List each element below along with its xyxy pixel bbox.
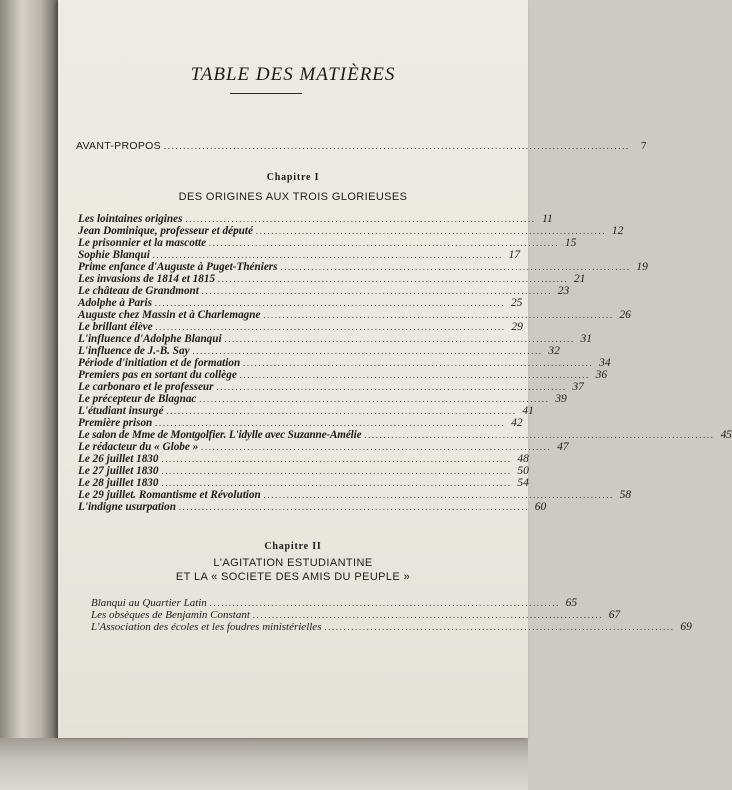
toc-entry xyxy=(78,225,624,237)
entry-label: Blanqui au Quartier Latin xyxy=(91,597,207,609)
entry-label: Le 26 juillet 1830 xyxy=(78,453,159,465)
entry-label: Adolphe à Paris xyxy=(78,297,152,309)
entry-page: 15 xyxy=(564,237,577,249)
dot-leader: ........................................................................................... xyxy=(201,286,553,296)
entry-page: 19 xyxy=(636,261,648,273)
dot-leader: ........................................................................................... xyxy=(364,430,715,440)
dot-leader: ........................................................................................... xyxy=(243,358,594,368)
dot-leader: ........................................................................................... xyxy=(166,406,517,416)
dot-leader: ......................................................................................................................... xyxy=(163,141,630,151)
toc-entry xyxy=(78,381,584,393)
chapter-1-label: Chapitre I xyxy=(266,172,320,183)
entry-page: 25 xyxy=(510,297,523,309)
toc-entry xyxy=(78,333,592,345)
entry-label: L'influence de J.-B. Say xyxy=(78,345,190,357)
entry-page: 39 xyxy=(555,393,567,405)
dot-leader: ........................................................................................... xyxy=(280,262,631,272)
entry-label: Prime enfance d'Auguste à Puget-Théniers xyxy=(78,261,278,273)
entry-label: Le brillant élève xyxy=(78,321,153,333)
toc-entry xyxy=(78,465,529,477)
entry-page: 11 xyxy=(542,213,553,225)
foreword-label: AVANT-PROPOS xyxy=(76,140,161,152)
chapter-2-label: Chapitre II xyxy=(264,541,322,552)
toc-entry xyxy=(78,273,586,285)
entry-label: Sophie Blanqui xyxy=(78,249,150,261)
entry-label: Les obsèques de Benjamin Constant xyxy=(91,609,250,621)
toc-entry xyxy=(78,477,529,489)
entry-page: 67 xyxy=(608,609,621,621)
entry-page: 48 xyxy=(517,453,529,465)
toc-entry xyxy=(91,597,578,609)
toc-entry xyxy=(78,213,553,225)
dot-leader: ........................................................................................... xyxy=(161,454,512,464)
toc-entry xyxy=(78,369,608,381)
entry-page: 34 xyxy=(599,357,611,369)
dot-leader: ........................................................................................... xyxy=(178,502,530,512)
toc-entry xyxy=(78,345,560,357)
toc-entry xyxy=(91,609,621,621)
entry-label: Période d'initiation et de formation xyxy=(78,357,241,369)
entry-page: 47 xyxy=(557,441,569,453)
toc-entry xyxy=(78,429,732,441)
toc-entry xyxy=(78,249,521,261)
entry-label: Le 28 juillet 1830 xyxy=(78,477,159,489)
entry-page: 26 xyxy=(619,309,631,321)
entry-label: L'influence d'Adolphe Blanqui xyxy=(78,333,222,345)
toc-entry xyxy=(78,453,529,465)
toc-entry xyxy=(78,261,648,273)
dot-leader: ........................................................................................... xyxy=(161,478,512,488)
toc-entry xyxy=(78,285,570,297)
entry-page: 12 xyxy=(611,225,624,237)
toc-entry xyxy=(78,297,523,309)
entry-label: Le précepteur de Blagnac xyxy=(78,393,197,405)
toc-entry xyxy=(78,321,523,333)
entry-label: Le rédacteur du « Globe » xyxy=(78,441,199,453)
dot-leader: ........................................................................................... xyxy=(161,466,512,476)
entry-label: Premiers pas en sortant du collège xyxy=(78,369,237,381)
chapter-2-title-line-2: ET LA « SOCIETE DES AMIS DU PEUPLE » xyxy=(175,571,411,583)
dot-leader: ........................................................................................... xyxy=(154,298,506,308)
entry-page: 37 xyxy=(572,381,584,393)
entry-label: Le prisonnier et la mascotte xyxy=(78,237,207,249)
dot-leader: ........................................................................................... xyxy=(252,610,604,620)
entry-page: 32 xyxy=(548,345,560,357)
toc-entry xyxy=(78,441,569,453)
dot-leader: ........................................................................................... xyxy=(192,346,543,356)
toc-entry xyxy=(91,621,692,633)
entry-label: Le 27 juillet 1830 xyxy=(78,465,159,477)
entry-label: Le château de Grandmont xyxy=(78,285,199,297)
entry-label: Le 29 juillet. Romantisme et Révolution xyxy=(78,489,261,501)
dot-leader: ........................................................................................... xyxy=(152,250,504,260)
entry-label: Auguste chez Massin et à Charlemagne xyxy=(78,309,261,321)
dot-leader: ........................................................................................... xyxy=(216,382,567,392)
page-title: TABLE DES MATIÈRES xyxy=(190,64,396,85)
entry-page: 41 xyxy=(522,405,534,417)
dot-leader: ........................................................................................... xyxy=(155,322,506,332)
toc-entry xyxy=(78,405,534,417)
toc-entry xyxy=(78,393,567,405)
toc-entry xyxy=(78,489,632,501)
book-spine-shadow xyxy=(0,0,58,790)
entry-label: L'indigne usurpation xyxy=(78,501,176,513)
toc-entry xyxy=(78,357,611,369)
dot-leader: ........................................................................................... xyxy=(155,418,506,428)
entry-label: Les invasions de 1814 et 1815 xyxy=(78,273,216,285)
dot-leader: ........................................................................................... xyxy=(255,226,607,236)
entry-page: 21 xyxy=(573,273,586,285)
dot-leader: ........................................................................................... xyxy=(324,622,675,632)
entry-page: 42 xyxy=(511,417,523,429)
entry-page: 58 xyxy=(619,489,632,501)
dot-leader: ........................................................................................... xyxy=(224,334,575,344)
dot-leader: ........................................................................................... xyxy=(218,274,569,284)
entry-label: Les lointaines origines xyxy=(78,213,183,225)
entry-page: 69 xyxy=(680,621,692,633)
entry-label: Jean Dominique, professeur et député xyxy=(78,225,253,237)
entry-label: Première prison xyxy=(78,417,153,429)
entry-page: 45 xyxy=(720,429,732,441)
entry-page: 36 xyxy=(595,369,608,381)
entry-label: L'étudiant insurgé xyxy=(78,405,164,417)
book-page xyxy=(58,0,732,738)
foreword-page: 7 xyxy=(640,140,647,152)
dot-leader: ........................................................................................... xyxy=(263,310,614,320)
title-underline xyxy=(230,93,302,94)
toc-entry xyxy=(78,237,577,249)
entry-page: 50 xyxy=(517,465,529,477)
toc-entry xyxy=(78,309,631,321)
entry-label: Le carbonaro et le professeur xyxy=(78,381,214,393)
dot-leader: ........................................................................................... xyxy=(199,394,550,404)
entry-page: 23 xyxy=(557,285,570,297)
entry-label: Le salon de Mme de Montgolfier. L'idylle avec Suzanne-Amélie xyxy=(78,429,362,441)
entry-page: 31 xyxy=(580,333,592,345)
table-surface xyxy=(0,738,528,790)
dot-leader: ........................................................................................... xyxy=(263,490,615,500)
toc-entry xyxy=(78,501,547,513)
dot-leader: ........................................................................................... xyxy=(239,370,591,380)
foreword-entry xyxy=(76,140,647,152)
entry-page: 17 xyxy=(508,249,521,261)
entry-page: 54 xyxy=(517,477,529,489)
dot-leader: ........................................................................................... xyxy=(209,598,561,608)
dot-leader: ........................................................................................... xyxy=(185,214,536,224)
entry-label: L'Association des écoles et les foudres ministérielles xyxy=(91,621,322,633)
entry-page: 60 xyxy=(534,501,547,513)
dot-leader: ........................................................................................... xyxy=(209,238,560,248)
entry-page: 29 xyxy=(511,321,523,333)
entry-page: 65 xyxy=(565,597,578,609)
chapter-2-title-line-1: L'AGITATION ESTUDIANTINE xyxy=(213,557,373,569)
toc-entry xyxy=(78,417,523,429)
dot-leader: ........................................................................................... xyxy=(201,442,552,452)
chapter-1-title: DES ORIGINES AUX TROIS GLORIEUSES xyxy=(178,191,408,203)
